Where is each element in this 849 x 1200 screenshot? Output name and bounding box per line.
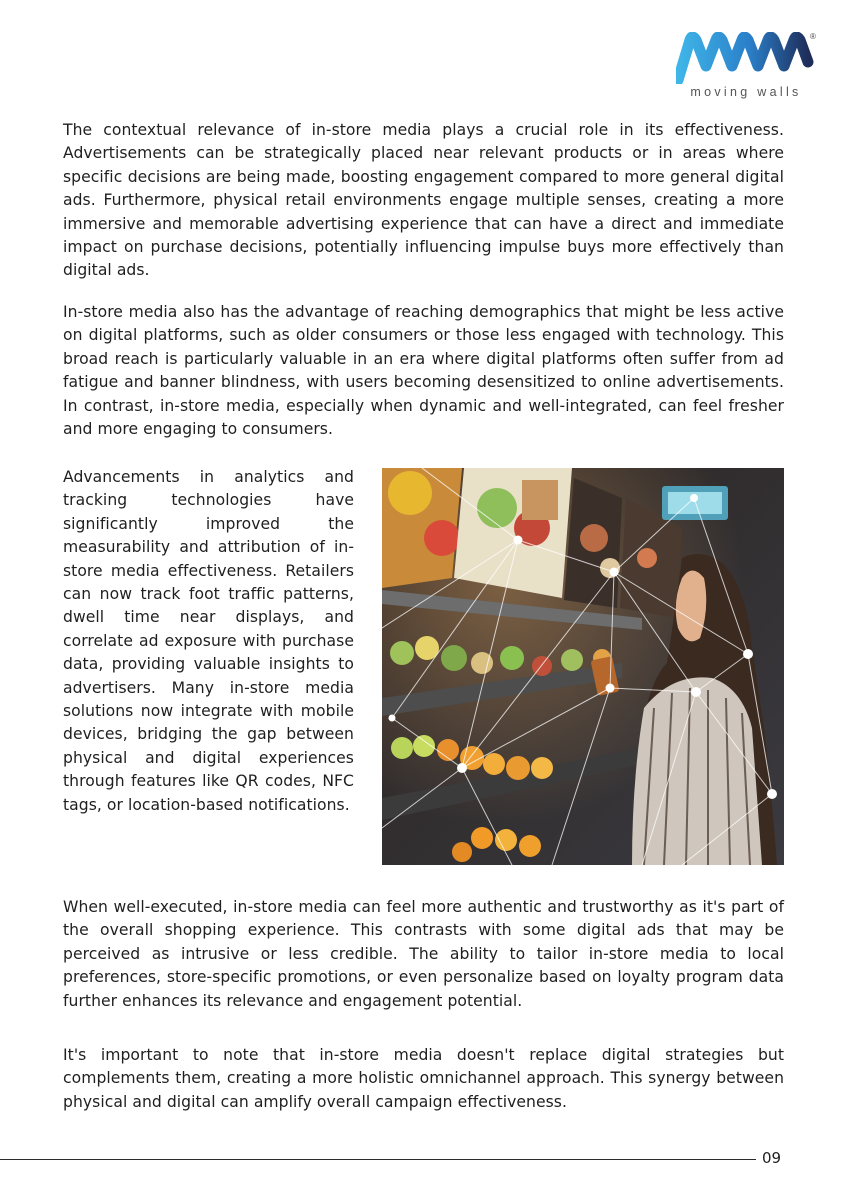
paragraph-omnichannel: It's important to note that in-store media doesn't replace digital strategies but complements them, creating a more holistic omnichannel approach. This synergy between physical and digital can amplify overall campaign effectiveness. — [63, 1046, 784, 1111]
shopper-network-illustration — [382, 468, 784, 865]
paragraph-authenticity: When well-executed, in-store media can feel more authentic and trustworthy as it's part of the overall shopping experience. This contrasts with some digital ads that may be perceived as intrusive or less credible. The ability to tailor in-store media to local preferences, store-specific promotions, or even personalize based on loyalty program data further enhances its relevance and engagement potential. — [63, 898, 784, 1010]
paragraph-analytics: Advancements in analytics and tracking technologies have significantly improved the measurability and attribution of in-store media effectiveness. Retailers can now track foot traffic patterns, dwell time near displays, and correlate ad exposure with purchase data, providing valuable insights to advertisers. Many in-store media solutions now integrate with mobile devices, bridging the gap between physical and digital experiences through features like QR codes, NFC tags, or location-based notifications. — [63, 468, 354, 814]
logo-wordmark: moving walls — [690, 85, 802, 99]
paragraph-contextual-relevance: The contextual relevance of in-store media plays a crucial role in its effectiveness. Advertisements can be strategically placed near relevant products or in areas where specific decisions are being made, boosting engagement compared to more general digital ads. Furthermore, physical retail environments engage multiple senses, creating a more immersive and memorable advertising experience that can have a direct and immediate impact on purchase decisions, potentially influencing impulse buys more effectively than digital ads. — [63, 121, 784, 280]
moving-walls-logo-mark — [676, 32, 816, 84]
footer-divider — [0, 1159, 756, 1160]
registered-mark: ® — [810, 32, 816, 41]
page-number: 09 — [762, 1149, 782, 1167]
paragraph-demographics: In-store media also has the advantage of reaching demographics that might be less active on digital platforms, such as older consumers or those less engaged with technology. This broad reach is particularly valuable in an era where digital platforms often suffer from ad fatigue and banner blindness, with users becoming desensitized to online advertisements. In contrast, in-store media, especially when dynamic and well-integrated, can feel fresher and more engaging to consumers. — [63, 303, 784, 439]
moving-walls-logo — [676, 32, 824, 104]
in-store-media-photo — [382, 468, 784, 865]
